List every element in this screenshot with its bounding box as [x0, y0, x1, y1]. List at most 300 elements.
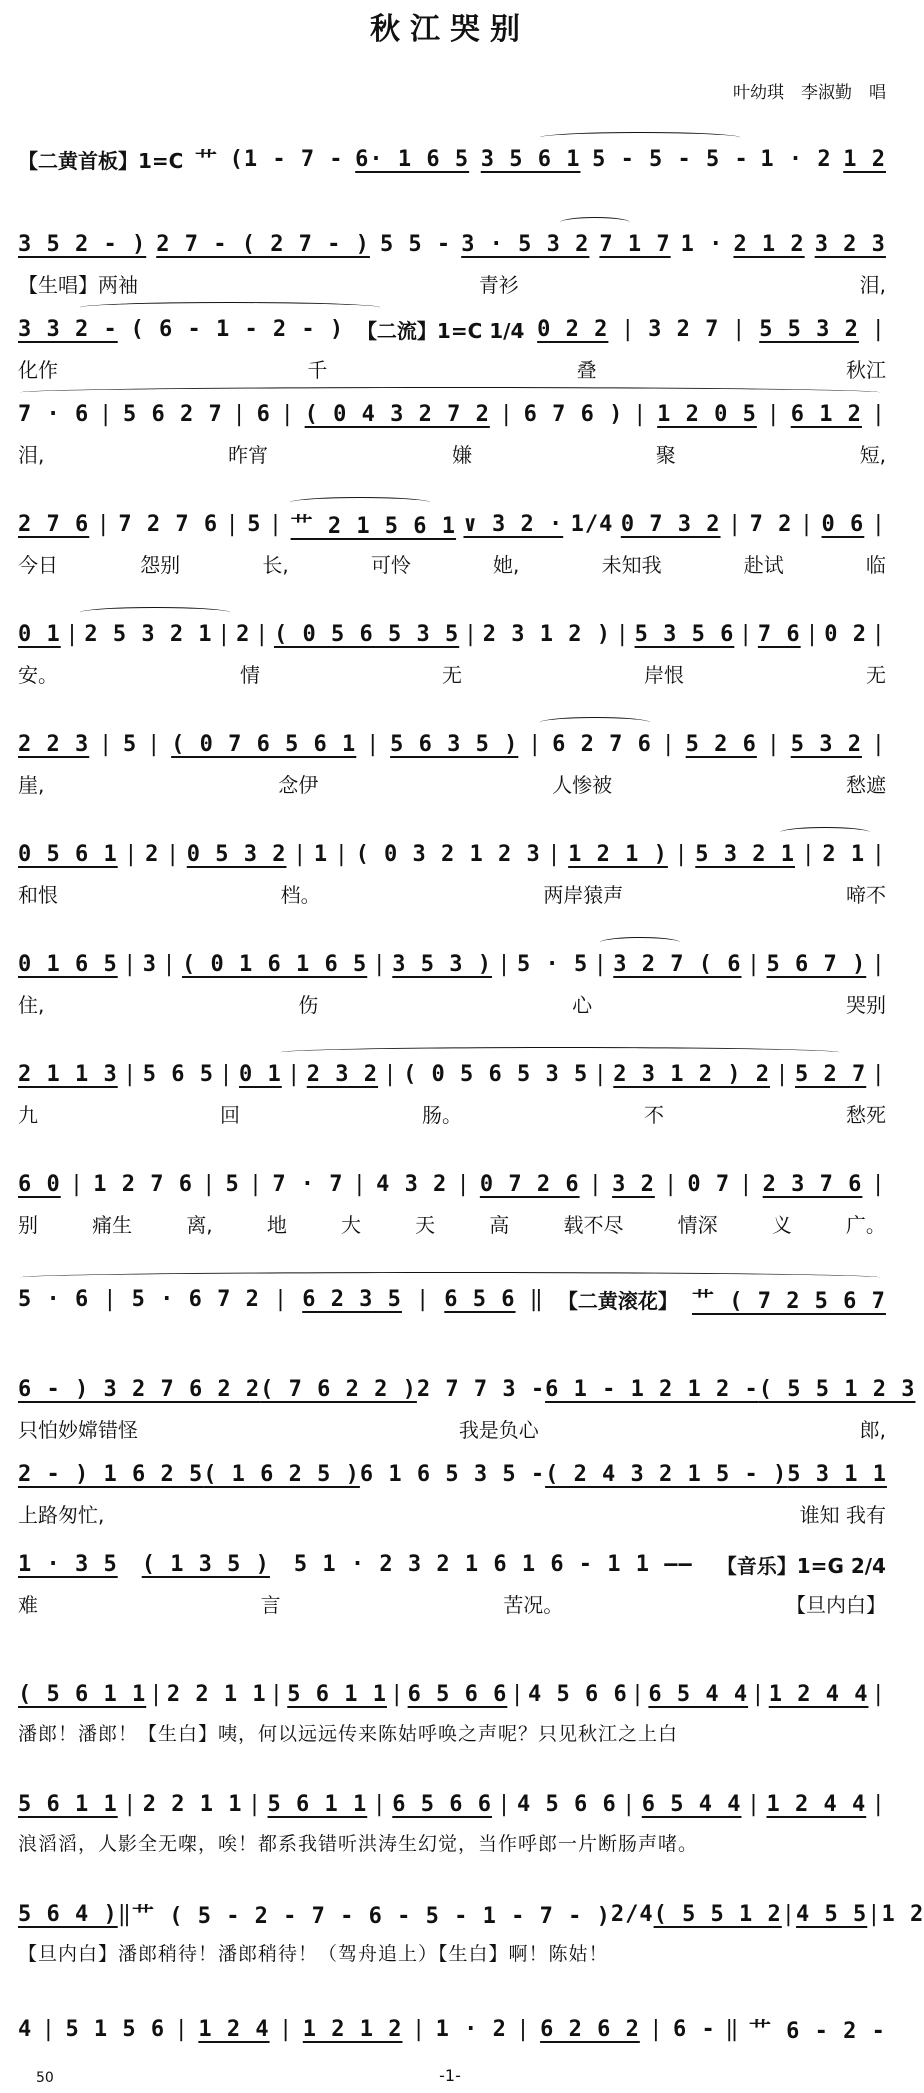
barline: |: [372, 1791, 387, 1817]
lyric-line: [18, 1829, 886, 1859]
lyric-word: 秋江: [845, 358, 886, 382]
lyric-word: 【生唱】两袖: [18, 273, 138, 297]
note-group: 0 6: [821, 511, 865, 537]
note-group: 6· 1 6 5: [355, 146, 470, 172]
lyric-word: 回: [220, 1103, 240, 1127]
note-group: 6 5 6: [444, 1286, 516, 1312]
lyric-word: 念伊: [278, 773, 319, 797]
barline: |: [766, 731, 781, 757]
lyric-line: [18, 1719, 886, 1749]
slur-arc: [560, 217, 630, 228]
lyric-line: [18, 269, 886, 299]
barline: |: [103, 1286, 118, 1312]
note-group: 艹 ( 5 - 2 - 7 - 6 - 5 - 1 - 7 - ): [131, 1903, 611, 1929]
lyric-word: 郎,: [859, 1418, 886, 1442]
note-group: 5 3 1 1: [787, 1461, 887, 1487]
note-group: 1/4: [570, 511, 614, 537]
note-group: 3 2 7 ( 6: [613, 951, 742, 977]
barline: |: [162, 951, 177, 977]
notation-line: [18, 615, 886, 653]
note-group: 6 1 - 1 2 1 2 -: [545, 1376, 759, 1402]
note-group: 0 1: [18, 621, 61, 647]
note-group: ∨ 3 2 ·: [463, 511, 564, 537]
slur-arc: [540, 717, 650, 728]
lyric-line: [18, 1099, 886, 1129]
barline: |: [649, 2016, 664, 2042]
barline: |: [411, 2016, 427, 2042]
lyric-word: 伤: [298, 993, 319, 1017]
note-group: 0 1 6 5: [18, 951, 118, 977]
barline: |: [871, 1171, 886, 1197]
note-group: ( 5 5 1 2: [653, 1901, 782, 1927]
barline: |: [217, 621, 232, 647]
note-group: 5: [225, 1171, 240, 1197]
lyric-word: 档。: [280, 883, 321, 907]
barline: |: [593, 951, 608, 977]
lyric-word: 【旦内白】: [785, 1593, 886, 1617]
note-group: 1 ·: [680, 231, 724, 257]
note-group: 6: [256, 401, 271, 427]
lyric-line: [18, 1589, 886, 1619]
note-group: 1 2 4 4: [766, 1791, 867, 1817]
slur-arc: [80, 302, 380, 313]
barline: |: [801, 841, 816, 867]
note-group: ( 2 4 3 2 1 5 - ): [545, 1461, 788, 1487]
lyric-word: 大: [340, 1213, 361, 1237]
lyric-word: 嫌: [451, 443, 472, 467]
lyric-word: 义: [771, 1213, 792, 1237]
note-group: 4: [18, 2016, 33, 2042]
note-group: ( 0 7 6 5 6 1: [171, 731, 357, 757]
lyric-word: 难: [18, 1593, 38, 1617]
note-group: ( 1 3 5 ): [141, 1551, 270, 1577]
lyric-word: 情深: [677, 1213, 718, 1237]
note-group: 2 3 7 6: [762, 1171, 863, 1197]
note-group: 1 2: [881, 1901, 924, 1927]
lyric-word: 两岸猿声: [543, 883, 624, 907]
notation-line: [18, 1370, 916, 1408]
note-group: 2 2 1 1: [142, 1791, 243, 1817]
barline: |: [593, 1061, 608, 1087]
slur-arc: [80, 607, 230, 618]
lyric-line: [18, 549, 886, 579]
barline: |: [633, 401, 648, 427]
lyric-word: 心: [572, 993, 593, 1017]
notation-line: [18, 835, 886, 873]
barline: |: [165, 841, 181, 867]
notation-line: [18, 310, 886, 348]
barline: |: [463, 621, 479, 647]
barline: |: [805, 621, 820, 647]
lyric-word: 愁遮: [845, 773, 886, 797]
note-group: 4 5 6 6: [528, 1681, 628, 1707]
barline: |: [746, 951, 762, 977]
note-group: 2 7 7 3 -: [416, 1376, 546, 1402]
barline: |: [739, 1171, 754, 1197]
note-group: 1 2 1 ): [568, 841, 668, 867]
note-group: 3 5 2 - ): [18, 231, 147, 257]
note-group: 7 6: [757, 621, 801, 647]
note-group: 2 2 1 1: [166, 1681, 267, 1707]
barline: |: [615, 621, 630, 647]
barline: |: [268, 511, 284, 537]
lyric-word: 言: [260, 1593, 281, 1617]
barline: |: [871, 316, 886, 342]
barline: |: [621, 316, 636, 342]
lyric-word: 【旦内白】潘郎稍待！潘郎稍待！（驾舟追上）【生白】啊！陈姑！: [18, 1943, 609, 1965]
barline: |: [334, 841, 349, 867]
barline: |: [516, 2016, 531, 2042]
note-group: 6 2 6 2: [540, 2016, 640, 2042]
lyric-word: 广。: [845, 1213, 886, 1237]
notation-line: [18, 140, 886, 178]
barline: |: [732, 316, 747, 342]
note-group: 2 2 3: [18, 731, 90, 757]
note-group: 1 2 1 2: [302, 2016, 403, 2042]
barline: |: [871, 1791, 886, 1817]
lyric-word: 今日: [18, 553, 58, 577]
barline: ‖: [529, 1286, 544, 1312]
note-group: 3: [142, 951, 157, 977]
barline: |: [746, 1791, 762, 1817]
barline: |: [390, 1681, 405, 1707]
note-group: 7 2: [749, 511, 793, 537]
note-group: 4 5 5: [796, 1901, 868, 1927]
notation-line: [18, 225, 886, 263]
barline: |: [871, 511, 886, 537]
note-group: 3 2: [612, 1171, 655, 1197]
barline: |: [225, 511, 240, 537]
note-group: 5 6 2 7: [123, 401, 223, 427]
lyric-word: 化作: [18, 358, 58, 382]
barline: |: [497, 951, 512, 977]
note-group: 4 3 2: [376, 1171, 448, 1197]
lyric-word: 痛生: [92, 1213, 133, 1237]
lyric-line: [18, 439, 886, 469]
lyric-word: 高: [489, 1213, 510, 1237]
barline: |: [147, 731, 162, 757]
barline: |: [799, 511, 815, 537]
note-group: 5 - 5 - 5 -: [592, 146, 749, 172]
note-group: 2: [236, 621, 251, 647]
slur-arc: [290, 497, 430, 508]
note-group: 6 -: [673, 2016, 716, 2042]
lyric-line: [18, 1499, 886, 1529]
lyric-line: [18, 1209, 886, 1239]
barline: |: [255, 621, 270, 647]
note-group: 2 7 - ( 2 7 - ): [156, 231, 370, 257]
barline: |: [232, 401, 247, 427]
note-group: 6 7 6 ): [523, 401, 624, 427]
note-group: 5 6 4 ): [18, 1901, 118, 1927]
barline: |: [871, 731, 886, 757]
note-group: 6 5 4 4: [641, 1791, 742, 1817]
lyric-word: 岸恨: [644, 663, 684, 687]
notation-line: [18, 1055, 886, 1093]
barline: |: [547, 841, 562, 867]
barline: |: [69, 1171, 85, 1197]
note-group: 6 1 2: [790, 401, 862, 427]
lyric-word: 短,: [859, 443, 886, 467]
barline: |: [630, 1681, 646, 1707]
barline: |: [738, 621, 754, 647]
note-group: 6 0: [18, 1171, 61, 1197]
lyric-word: 和恨: [18, 883, 58, 907]
notation-line: [18, 1165, 886, 1203]
lyric-word: 无: [442, 663, 462, 687]
lyric-word: 未知我: [601, 553, 662, 577]
barline: |: [372, 951, 387, 977]
note-group: 0 5 6 1: [18, 841, 118, 867]
barline: |: [588, 1171, 603, 1197]
lyric-word: 天: [415, 1213, 436, 1237]
notation-line: [18, 1280, 886, 1318]
note-group: 3 · 5 3 2: [461, 231, 590, 257]
section-marker: 【二黄滚花】: [557, 1288, 678, 1313]
note-group: ( 6 - 1 - 2 - ): [130, 316, 345, 342]
barline: |: [727, 511, 743, 537]
note-group: 3 5 6 1: [480, 146, 581, 172]
note-group: 艹: [194, 148, 218, 174]
barline: |: [663, 1171, 679, 1197]
note-group: 1 2 0 5: [657, 401, 757, 427]
barline: |: [99, 731, 114, 757]
lyric-word: 可怜: [370, 553, 411, 577]
barline: |: [269, 1681, 285, 1707]
lyric-word: 人惨被: [552, 773, 613, 797]
notation-line: [18, 505, 886, 543]
note-group: 5 1 · 2 3 2 1 6 1 6 - 1 1 ——: [293, 1551, 693, 1577]
lyric-word: 赴试: [743, 553, 784, 577]
lyric-word: 叠: [576, 358, 597, 382]
barline: |: [622, 1791, 637, 1817]
note-group: ( 5 5 1 2 3: [758, 1376, 916, 1402]
lyric-word: 情: [240, 663, 260, 687]
song-title: 秋江哭别: [370, 12, 530, 47]
barline: |: [775, 1061, 790, 1087]
lyric-word: 愁死: [846, 1103, 886, 1127]
lyric-word: 住,: [18, 993, 45, 1017]
lyric-word: 临: [865, 553, 886, 577]
slur-arc: [20, 1272, 880, 1283]
section-marker: 【二流】1=C 1/4: [356, 318, 525, 343]
barline: |: [510, 1681, 525, 1707]
note-group: 2 5 3 2 1: [84, 621, 213, 647]
notation-line: [18, 725, 886, 763]
note-group: 4 5 6 6: [517, 1791, 617, 1817]
barline: |: [352, 1171, 367, 1197]
barline: |: [497, 1791, 512, 1817]
lyric-word: 上路匆忙,: [18, 1503, 105, 1527]
note-group: ( 0 5 6 5 3 5: [274, 621, 460, 647]
barline: |: [124, 841, 139, 867]
note-group: 2 3 1 2 ) 2: [613, 1061, 770, 1087]
barline: |: [871, 1061, 886, 1087]
note-group: 1 · 2: [435, 2016, 507, 2042]
lyric-word: 地: [266, 1213, 287, 1237]
barline: |: [766, 401, 781, 427]
barline: ‖: [117, 1901, 132, 1927]
note-group: 7 · 7: [272, 1171, 344, 1197]
lyric-word: 谁知 我有: [799, 1503, 886, 1527]
note-group: 艹 2 1 5 6 1: [290, 513, 457, 539]
note-group: 0 7 2 6: [479, 1171, 580, 1197]
note-group: 7 · 6: [18, 401, 90, 427]
barline: |: [499, 401, 514, 427]
note-group: 6 1 6 5 3 5 -: [359, 1461, 546, 1487]
lyric-word: 离,: [186, 1213, 213, 1237]
notation-line: [18, 1455, 886, 1493]
note-group: ( 5 6 1 1: [18, 1681, 147, 1707]
note-group: 5: [123, 731, 138, 757]
note-group: 6 5 4 4: [648, 1681, 749, 1707]
barline: |: [871, 951, 886, 977]
note-group: 5 3 2: [790, 731, 862, 757]
note-group: 2/4: [610, 1901, 654, 1927]
note-group: 5: [247, 511, 262, 537]
performer-credit: 叶幼琪 李淑勤 唱: [733, 83, 886, 103]
corner-mark: 50: [36, 2070, 54, 2086]
note-group: 3 2 7: [648, 316, 720, 342]
note-group: 5 2 6: [685, 731, 757, 757]
barline: |: [123, 951, 138, 977]
note-group: 1 2: [843, 146, 886, 172]
lyric-word: 安。: [18, 663, 58, 687]
slur-arc: [600, 937, 680, 948]
note-group: 1 2 4 4: [768, 1681, 869, 1707]
barline: |: [293, 841, 308, 867]
note-group: 5 6 1 1: [287, 1681, 387, 1707]
note-group: 5 3 2 1: [695, 841, 795, 867]
note-group: 3 5 3 ): [392, 951, 492, 977]
lyric-word: 浪滔滔，人影全无㗎，唉！都系我错听洪涛生幻觉，当作呼郎一片断肠声啫。: [18, 1833, 699, 1855]
barline: |: [174, 2016, 189, 2042]
note-group: 6 5 6 6: [392, 1791, 492, 1817]
lyric-word: 别: [18, 1213, 38, 1237]
barline: |: [247, 1791, 263, 1817]
lyric-word: 泪,: [18, 443, 45, 467]
note-group: 0 7: [687, 1171, 731, 1197]
slur-arc: [20, 387, 880, 398]
barline: |: [273, 1286, 289, 1312]
lyric-word: 潘郎！潘郎！【生白】咦，何以远远传来陈姑呼唤之声呢？只见秋江之上白: [18, 1723, 679, 1745]
note-group: 2 1: [822, 841, 866, 867]
lyric-word: 苦况。: [503, 1593, 564, 1617]
barline: |: [96, 511, 111, 537]
note-group: 1 2 7 6: [93, 1171, 193, 1197]
barline: |: [287, 1061, 302, 1087]
notation-line: [18, 1785, 886, 1823]
note-group: ( 0 5 6 5 3 5: [403, 1061, 589, 1087]
barline: |: [871, 621, 886, 647]
note-group: (1 - 7 -: [229, 146, 344, 172]
note-group: 5 6 1 1: [267, 1791, 368, 1817]
note-group: 0 7 3 2: [620, 511, 721, 537]
barline: |: [248, 1171, 264, 1197]
note-group: 2 - ) 1 6 2 5: [18, 1461, 204, 1487]
note-group: 1 · 3 5: [18, 1551, 118, 1577]
note-group: 2 1 1 3: [18, 1061, 118, 1087]
barline: ‖: [725, 2016, 740, 2042]
note-group: 2 3 1 2 ): [482, 621, 611, 647]
notation-line: [18, 395, 886, 433]
note-group: 5 1 5 6: [65, 2016, 166, 2042]
lyric-word: 我是负心: [458, 1418, 539, 1442]
barline: |: [415, 1286, 431, 1312]
barline: |: [279, 2016, 294, 2042]
barline: |: [219, 1061, 234, 1087]
barline: |: [751, 1681, 766, 1707]
barline: |: [123, 1791, 138, 1817]
lyric-word: 青衫: [478, 273, 519, 297]
note-group: 5 · 5: [517, 951, 589, 977]
section-marker: 【音乐】1=G 2/4: [716, 1553, 886, 1578]
section-marker: 【二黄首板】1=C: [18, 148, 184, 173]
slur-arc: [780, 827, 870, 838]
barline: |: [366, 731, 381, 757]
note-group: 5 6 5: [142, 1061, 214, 1087]
note-group: 5 5 -: [379, 231, 452, 257]
lyric-word: 泪,: [859, 273, 886, 297]
barline: |: [456, 1171, 471, 1197]
lyric-word: 肠。: [422, 1103, 462, 1127]
note-group: 5 6 7 ): [766, 951, 867, 977]
note-group: 5 3 5 6: [634, 621, 735, 647]
notation-line: [18, 945, 886, 983]
lyric-line: [18, 1939, 886, 1969]
barline: |: [661, 731, 676, 757]
barline: |: [867, 1901, 882, 1927]
note-group: 3 3 2 -: [18, 316, 118, 342]
lyric-word: 载不尽: [563, 1213, 624, 1237]
notation-line: [18, 2010, 886, 2048]
lyric-word: 只怕妙嫦错怪: [18, 1418, 138, 1442]
barline: |: [871, 841, 886, 867]
barline: |: [781, 1901, 797, 1927]
note-group: 3 2 3: [814, 231, 886, 257]
note-group: 2: [145, 841, 160, 867]
lyric-word: 千: [307, 358, 328, 382]
note-group: 6 2 7 6: [552, 731, 652, 757]
notation-line: [18, 1545, 886, 1583]
lyric-word: 崖,: [18, 773, 45, 797]
lyric-word: 昨宵: [228, 443, 269, 467]
note-group: 艹 ( 7 2 5 6 7: [691, 1288, 886, 1314]
note-group: 1 · 2: [760, 146, 832, 172]
note-group: 2 7 6: [18, 511, 90, 537]
barline: |: [123, 1061, 138, 1087]
lyric-word: 她,: [493, 553, 520, 577]
lyric-word: 聚: [655, 443, 676, 467]
note-group: 1 2 4: [198, 2016, 270, 2042]
note-group: 2 3 2: [306, 1061, 379, 1087]
barline: |: [149, 1681, 164, 1707]
lyric-word: 无: [866, 663, 886, 687]
note-group: 0 2 2: [537, 316, 609, 342]
note-group: 7 1 7: [599, 231, 671, 257]
note-group: 5 5 3 2: [759, 316, 859, 342]
lyric-word: 怨别: [140, 553, 181, 577]
note-group: ( 0 1 6 1 6 5: [182, 951, 368, 977]
note-group: 2 1 2: [733, 231, 805, 257]
notation-line: [18, 1895, 924, 1933]
lyric-line: [18, 879, 886, 909]
slur-arc: [540, 132, 740, 143]
barline: |: [871, 1681, 886, 1707]
note-group: 0 1: [239, 1061, 282, 1087]
barline: |: [528, 731, 543, 757]
note-group: ( 1 6 2 5 ): [203, 1461, 360, 1487]
